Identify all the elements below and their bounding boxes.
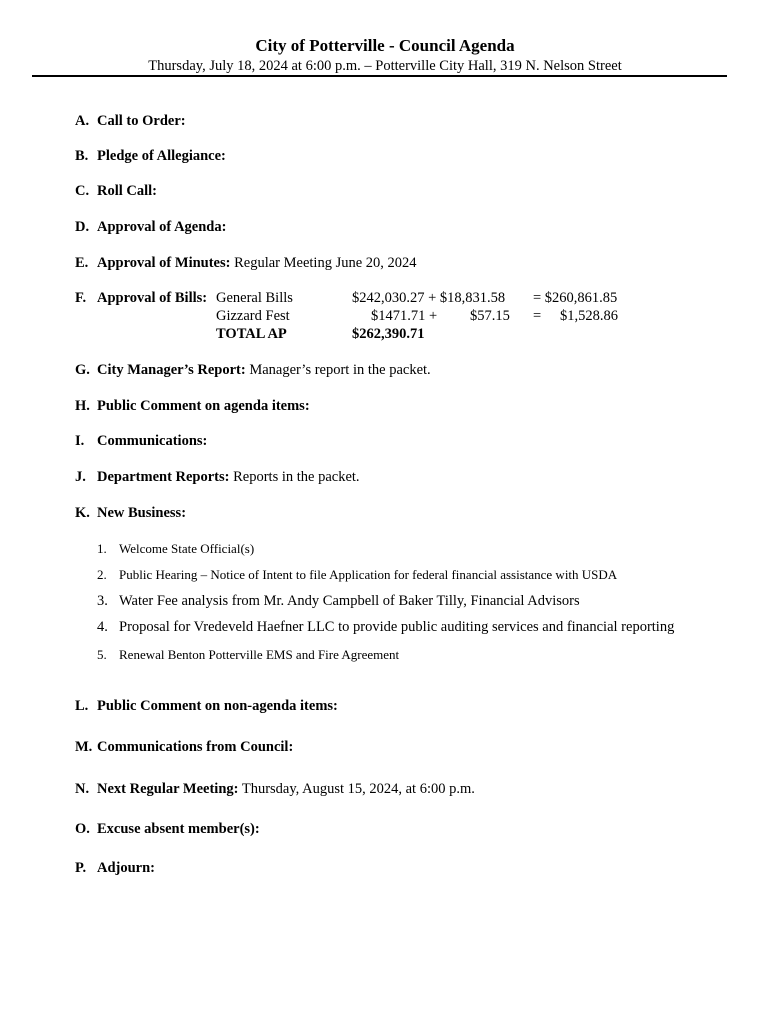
item-letter: M. bbox=[75, 739, 93, 755]
list-text: Proposal for Vredeveld Haefner LLC to provide public auditing services and financial reporting bbox=[119, 619, 675, 635]
list-number: 5. bbox=[97, 647, 107, 662]
item-heading: City Manager’s Report: bbox=[97, 362, 246, 378]
bills-label: Gizzard Fest bbox=[216, 308, 290, 324]
item-letter: J. bbox=[75, 469, 86, 485]
item-letter: P. bbox=[75, 860, 87, 876]
bills-amount: $57.15 bbox=[470, 308, 510, 324]
item-heading: Excuse absent member(s): bbox=[97, 821, 260, 837]
agenda-item-g bbox=[75, 362, 431, 379]
item-heading: Public Comment on non-agenda items: bbox=[97, 698, 338, 714]
item-heading: Approval of Bills: bbox=[97, 290, 208, 306]
item-letter: K. bbox=[75, 505, 90, 521]
item-heading: Department Reports: bbox=[97, 469, 230, 485]
item-letter: G. bbox=[75, 362, 90, 378]
bills-row-total bbox=[75, 326, 715, 344]
item-heading: Public Comment on agenda items: bbox=[97, 398, 310, 414]
item-letter: H. bbox=[75, 398, 90, 414]
bills-amount: $262,390.71 bbox=[352, 326, 425, 342]
agenda-item-b bbox=[75, 148, 226, 165]
agenda-item-k bbox=[75, 505, 186, 522]
agenda-item-l bbox=[75, 698, 338, 715]
bills-row-general bbox=[75, 290, 715, 308]
agenda-item-d bbox=[75, 219, 226, 236]
item-text: Manager’s report in the packet. bbox=[245, 362, 431, 378]
item-text: Thursday, August 15, 2024, at 6:00 p.m. bbox=[238, 781, 475, 797]
list-text: Water Fee analysis from Mr. Andy Campbell of Baker Tilly, Financial Advisors bbox=[119, 593, 580, 609]
item-letter: I. bbox=[75, 433, 85, 449]
list-number: 4. bbox=[97, 619, 108, 635]
agenda-item-p bbox=[75, 860, 155, 877]
new-business-item-5 bbox=[97, 647, 399, 663]
item-heading: Roll Call: bbox=[97, 183, 158, 199]
agenda-item-h bbox=[75, 398, 310, 415]
agenda-item-c bbox=[75, 183, 157, 200]
agenda-item-m bbox=[75, 739, 293, 756]
list-number: 2. bbox=[97, 567, 107, 582]
new-business-item-3 bbox=[97, 593, 580, 610]
list-number: 3. bbox=[97, 593, 108, 609]
item-heading: Call to Order: bbox=[97, 113, 186, 129]
bills-label: TOTAL AP bbox=[216, 326, 287, 342]
agenda-subtitle: Thursday, July 18, 2024 at 6:00 p.m. – Potterville City Hall, 319 N. Nelson Street bbox=[148, 58, 622, 74]
item-letter: O. bbox=[75, 821, 90, 837]
item-letter: B. bbox=[75, 148, 89, 164]
new-business-item-2 bbox=[97, 567, 617, 583]
agenda-item-e bbox=[75, 255, 417, 272]
new-business-item-1 bbox=[97, 541, 254, 557]
item-text: Reports in the packet. bbox=[229, 469, 360, 485]
list-text: Public Hearing – Notice of Intent to file Application for federal financial assistance with USDA bbox=[119, 567, 618, 582]
new-business-item-4 bbox=[97, 619, 674, 636]
item-heading: New Business: bbox=[97, 505, 187, 521]
bills-label: General Bills bbox=[216, 290, 293, 306]
bills-equals: = bbox=[533, 308, 542, 324]
agenda-title: City of Potterville - Council Agenda bbox=[255, 36, 515, 55]
bills-row-gizzard bbox=[75, 308, 715, 326]
agenda-item-n bbox=[75, 781, 475, 798]
bills-total: = $260,861.85 bbox=[533, 290, 618, 306]
agenda-item-o bbox=[75, 821, 260, 838]
item-heading: Adjourn: bbox=[97, 860, 156, 876]
item-letter: E. bbox=[75, 255, 89, 271]
item-heading: Communications: bbox=[97, 433, 208, 449]
list-text: Renewal Benton Potterville EMS and Fire Agreement bbox=[119, 647, 400, 662]
agenda-item-j bbox=[75, 469, 360, 486]
item-text: Regular Meeting June 20, 2024 bbox=[230, 255, 417, 271]
item-heading: Approval of Agenda: bbox=[97, 219, 227, 235]
item-heading: Pledge of Allegiance: bbox=[97, 148, 226, 164]
bills-amount: $242,030.27 + $18,831.58 bbox=[352, 290, 506, 306]
item-heading: Communications from Council: bbox=[97, 739, 294, 755]
list-number: 1. bbox=[97, 541, 107, 556]
header-rule bbox=[32, 75, 727, 77]
agenda-item-i bbox=[75, 433, 207, 450]
item-letter: C. bbox=[75, 183, 90, 199]
bills-amount: $1471.71 + bbox=[371, 308, 438, 324]
item-letter: F. bbox=[75, 290, 87, 306]
item-heading: Approval of Minutes: bbox=[97, 255, 231, 271]
item-heading: Next Regular Meeting: bbox=[97, 781, 239, 797]
item-letter: N. bbox=[75, 781, 90, 797]
list-text: Welcome State Official(s) bbox=[119, 541, 255, 556]
item-letter: D. bbox=[75, 219, 90, 235]
bills-table bbox=[75, 290, 715, 344]
item-letter: A. bbox=[75, 113, 90, 129]
bills-total: $1,528.86 bbox=[560, 308, 618, 324]
agenda-item-a bbox=[75, 113, 186, 130]
item-letter: L. bbox=[75, 698, 89, 714]
